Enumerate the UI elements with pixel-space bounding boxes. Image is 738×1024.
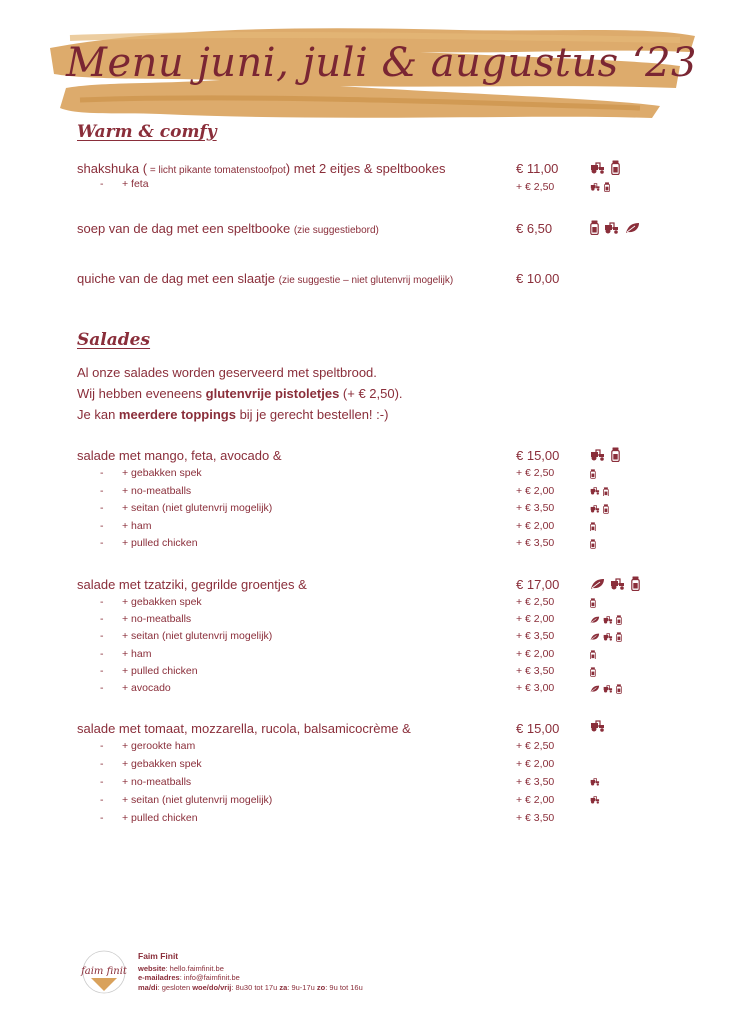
tractor-icon bbox=[590, 796, 600, 804]
menu-item-shakshuka bbox=[77, 161, 446, 176]
jar-icon bbox=[611, 447, 620, 462]
item-note: (zie suggestie – niet glutenvrij mogelijk) bbox=[278, 275, 454, 286]
sub-icons bbox=[590, 778, 600, 786]
sub-icons bbox=[590, 539, 596, 549]
leaf-icon bbox=[590, 633, 600, 641]
sub-price: + € 2,00 bbox=[516, 647, 555, 660]
sub-price: + € 2,50 bbox=[516, 740, 555, 752]
item-price: € 6,50 bbox=[516, 221, 553, 236]
leaf-icon bbox=[590, 685, 600, 693]
sub-item: - + seitan (niet glutenvrij mogelijk) bbox=[100, 794, 273, 806]
sub-item: - + no-meatballs bbox=[100, 484, 192, 497]
item-name-rest: ) met 2 eitjes & speltbookes bbox=[285, 161, 446, 176]
jar-icon bbox=[590, 522, 596, 532]
jar-icon bbox=[590, 539, 596, 549]
sub-price: + € 3,50 bbox=[516, 502, 555, 514]
jar-icon bbox=[603, 487, 609, 497]
email-link[interactable]: : info@faimfinit.be bbox=[179, 973, 240, 982]
sub-item: - + seitan (niet glutenvrij mogelijk) bbox=[100, 630, 273, 643]
sub-item: - + seitan (niet glutenvrij mogelijk) bbox=[100, 502, 273, 514]
tractor-icon bbox=[590, 505, 600, 513]
item-note: (zie suggestiebord) bbox=[293, 225, 379, 236]
item-icons bbox=[590, 447, 620, 462]
faim-finit-logo bbox=[80, 948, 128, 996]
sub-price: + € 3,50 bbox=[516, 630, 555, 643]
tractor-icon bbox=[590, 720, 606, 732]
sub-icons bbox=[590, 487, 609, 497]
footer-info: Faim Finit website: hello.faimfinit.be e-mailadres: info@faimfinit.be ma/di: gesloten woe/do/vrij: 8u30 tot 17u za: 9u-17u zo: 9u tot 16u bbox=[138, 951, 363, 992]
sub-item: - + pulled chicken bbox=[100, 664, 198, 677]
menu-item-quiche bbox=[77, 271, 453, 286]
sub-item: - + gebakken spek bbox=[100, 467, 202, 479]
jar-icon bbox=[590, 469, 596, 479]
tractor-icon bbox=[590, 449, 606, 461]
sub-icons bbox=[590, 650, 596, 660]
jar-icon bbox=[590, 220, 599, 235]
jar-icon bbox=[616, 684, 622, 694]
item-name: quiche van de dag met een slaatje bbox=[77, 271, 279, 286]
sub-icons bbox=[590, 684, 622, 694]
salad-dish: salade met tzatziki, gegrilde groentjes & bbox=[77, 577, 307, 592]
sub-item: - + pulled chicken bbox=[100, 812, 198, 824]
sub-item: - + avocado bbox=[100, 682, 171, 694]
item-note: = licht pikante tomatenstoofpot bbox=[147, 165, 286, 176]
item-price: € 15,00 bbox=[516, 448, 560, 463]
item-icons bbox=[590, 720, 606, 732]
sub-price: + € 3,50 bbox=[516, 776, 555, 788]
sub-price: + € 2,50 bbox=[516, 467, 555, 479]
jar-icon bbox=[590, 650, 596, 660]
jar-icon bbox=[616, 615, 622, 625]
sub-icons bbox=[590, 182, 610, 192]
sub-icons bbox=[590, 667, 596, 677]
jar-icon bbox=[590, 598, 596, 608]
tractor-icon bbox=[610, 578, 626, 590]
tractor-icon bbox=[603, 685, 613, 693]
item-name: shakshuka ( bbox=[77, 161, 148, 176]
jar-icon bbox=[603, 504, 609, 514]
item-icons bbox=[590, 160, 620, 175]
jar-icon bbox=[590, 667, 596, 677]
svg-text:faim finit: faim finit bbox=[81, 966, 127, 977]
brand-name: Faim Finit bbox=[138, 951, 179, 961]
leaf-icon bbox=[625, 222, 640, 234]
menu-item-soep bbox=[77, 221, 379, 236]
sub-item-feta: - + feta bbox=[100, 178, 149, 190]
sub-icons bbox=[590, 469, 596, 479]
leaf-icon bbox=[590, 616, 600, 624]
sub-price: + € 2,00 bbox=[516, 758, 555, 770]
sub-price: + € 3,50 bbox=[516, 537, 555, 549]
sub-item: - + gebakken spek bbox=[100, 596, 202, 608]
tractor-icon bbox=[603, 633, 613, 641]
section-title-warm: Warm & comfy bbox=[77, 122, 217, 142]
tractor-icon bbox=[590, 487, 600, 495]
sub-price: + € 2,00 bbox=[516, 794, 555, 806]
website-link[interactable]: : hello.faimfinit.be bbox=[165, 963, 224, 973]
jar-icon bbox=[611, 160, 620, 175]
item-price: € 11,00 bbox=[516, 161, 559, 176]
sub-icons bbox=[590, 632, 622, 642]
sub-price: + € 3,00 bbox=[516, 682, 555, 694]
section-title-salades: Salades bbox=[77, 330, 151, 350]
sub-price: + € 2,00 bbox=[516, 519, 555, 532]
item-price: € 10,00 bbox=[516, 271, 560, 286]
sub-price: + € 3,50 bbox=[516, 812, 555, 824]
tractor-icon bbox=[604, 222, 620, 234]
sub-icons bbox=[590, 522, 596, 532]
sub-price: + € 2,50 bbox=[516, 181, 555, 193]
salad-dish: salade met tomaat, mozzarella, rucola, balsamicocrème & bbox=[77, 721, 411, 736]
salad-dish: salade met mango, feta, avocado & bbox=[77, 448, 282, 463]
sub-item: - + no-meatballs bbox=[100, 776, 192, 788]
sub-icons bbox=[590, 598, 596, 608]
tractor-icon bbox=[590, 183, 601, 191]
jar-icon bbox=[604, 182, 610, 192]
tractor-icon bbox=[590, 162, 606, 174]
item-price: € 15,00 bbox=[516, 721, 560, 736]
sub-price: + € 2,50 bbox=[516, 596, 555, 608]
tractor-icon bbox=[590, 778, 600, 786]
item-icons bbox=[590, 576, 640, 591]
sub-price: + € 2,00 bbox=[516, 484, 555, 497]
item-icons bbox=[590, 220, 640, 235]
leaf-icon bbox=[590, 578, 605, 590]
sub-icons bbox=[590, 615, 622, 625]
sub-item: - + gerookte ham bbox=[100, 740, 196, 752]
sub-item: - + ham bbox=[100, 519, 152, 532]
tractor-icon bbox=[603, 616, 613, 624]
sub-item: - + ham bbox=[100, 647, 152, 660]
sub-item: - + no-meatballs bbox=[100, 613, 192, 626]
sub-price: + € 2,00 bbox=[516, 613, 555, 626]
sub-icons bbox=[590, 504, 609, 514]
sub-icons bbox=[590, 796, 600, 804]
item-price: € 17,00 bbox=[516, 577, 560, 592]
item-name: soep van de dag met een speltbooke bbox=[77, 221, 294, 236]
sub-price: + € 3,50 bbox=[516, 664, 555, 677]
jar-icon bbox=[631, 576, 640, 591]
menu-title: Menu juni, juli & augustus ‘23 bbox=[66, 40, 697, 86]
sub-item: - + pulled chicken bbox=[100, 537, 198, 549]
sub-item: - + gebakken spek bbox=[100, 758, 202, 770]
salades-intro: Al onze salades worden geserveerd met speltbrood. Wij hebben eveneens glutenvrije pistoletjes (+ € 2,50). Je kan meerdere toppings bij je gerecht bestellen! :-) bbox=[77, 365, 403, 422]
jar-icon bbox=[616, 632, 622, 642]
